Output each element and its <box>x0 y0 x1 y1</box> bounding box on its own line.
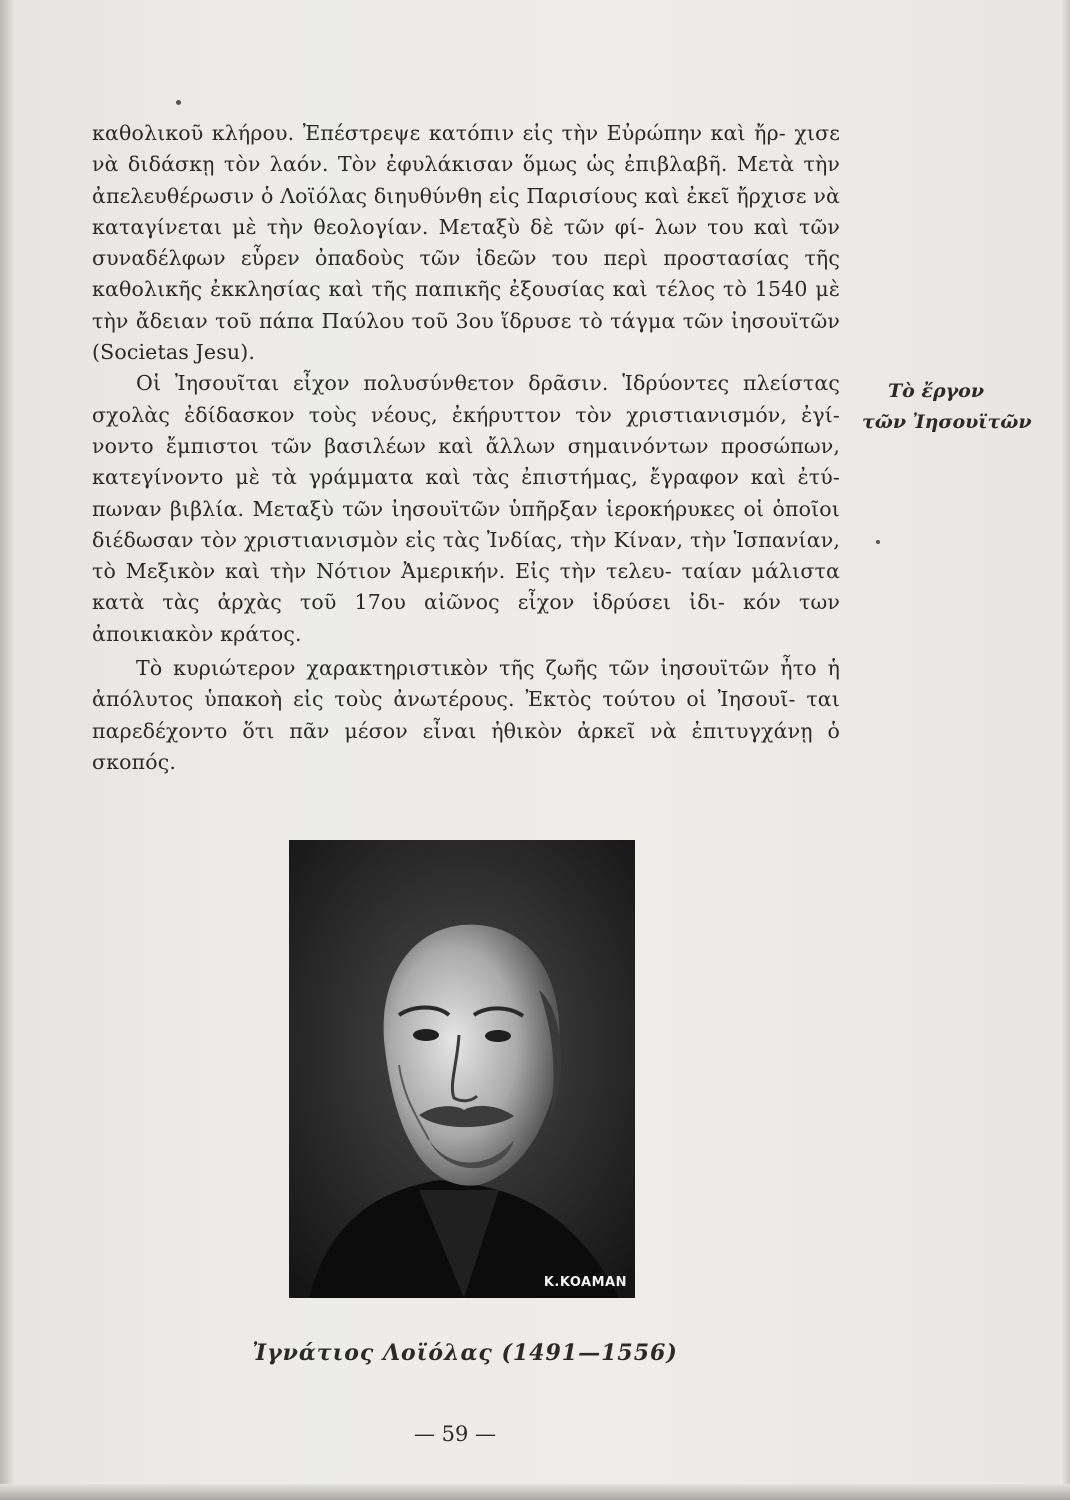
text-line: σχολὰς ἐδίδασκον τοὺς νέους, ἐκήρυττον τὸν χριστιανισμόν, ἐγί- <box>92 402 840 427</box>
ink-speck <box>176 100 181 105</box>
paragraph-3 <box>92 653 840 778</box>
text-line: νοντο ἔμπιστοι τῶν βασιλέων καὶ ἄλλων σημαινόντων προσώπων, <box>92 433 840 458</box>
marginal-note <box>852 376 1062 438</box>
paragraph-2 <box>92 368 840 650</box>
text-line: ται παρεδέχοντο ὅτι πᾶν μέσον εἶναι ἠθικὸν ἀρκεῖ νὰ ἐπιτυγχάνῃ <box>92 687 840 743</box>
text-line: ὁποῖοι διέδωσαν τὸν χριστιανισμὸν εἰς τὰς Ἰνδίας, τὴν Κίναν, τὴν <box>92 496 840 552</box>
page-bottom-shadow <box>0 1484 1070 1500</box>
page-right-shadow <box>1062 0 1070 1500</box>
text-line: λων του καὶ τῶν συναδέλφων εὗρεν ὀπαδοὺς τῶν ἰδεῶν του περὶ <box>92 214 840 271</box>
text-line: Οἱ Ἰησουῖται εἶχον πολυσύνθετον δρᾶσιν. Ἱδρύοντες πλείστας <box>136 371 840 396</box>
text-line: ταίαν μάλιστα κατὰ τὰς ἀρχὰς τοῦ 17ου αἰῶνος εἶχον ἱδρύσει ἰδι- <box>92 559 840 615</box>
portrait-caption-text: Ἰγνάτιος Λοϊόλας (1491—1556) <box>252 1340 678 1366</box>
page-left-shadow <box>0 0 14 1500</box>
main-text <box>92 118 840 778</box>
text-line: κατεγίνοντο μὲ τὰ γράμματα καὶ τὰς ἐπιστήμας, ἔγραφον καὶ ἐτύ- <box>92 465 840 490</box>
page-number <box>0 1422 1070 1446</box>
marginal-note-line-2: τῶν Ἰησουϊτῶν <box>862 411 1032 433</box>
text-line: Τὸ κυριώτερον χαρακτηριστικὸν τῆς ζωῆς τῶν ἰησουϊτῶν ἦτο <box>136 656 828 681</box>
text-line: τάγμα τῶν ἰησουϊτῶν (Societas Jesu). <box>92 308 840 365</box>
portrait-image <box>289 840 635 1298</box>
text-line: καθολικοῦ κλήρου. Ἐπέστρεψε κατόπιν εἰς τὴν Εὐρώπην καὶ ἤρ- <box>92 121 795 145</box>
text-line: ἐκεῖ ἤρχισε νὰ καταγίνεται μὲ τὴν θεολογίαν. Μεταξὺ δὲ τῶν φί- <box>92 183 840 239</box>
text-line: κόν των ἀποικιακὸν κράτος. <box>92 590 841 646</box>
ink-speck <box>876 540 880 544</box>
text-line: Μετὰ τὴν ἀπελευθέρωσιν ὁ Λοϊόλας διηυθύνθη εἰς Παρισίους καὶ <box>92 152 840 208</box>
text-line: χισε νὰ διδάσκῃ τὸν λαόν. Τὸν ἐφυλάκισαν ὅμως ὡς ἐπιβλαβῆ. <box>92 121 840 177</box>
text-line: Ἱσπανίαν, τὸ Μεξικὸν καὶ τὴν Νότιον Ἀμερικήν. Εἰς τὴν τελευ- <box>92 527 840 584</box>
text-line: προστασίας τῆς καθολικῆς ἐκκλησίας καὶ τῆς παπικῆς ἐξουσίας καὶ <box>92 246 840 302</box>
text-line: ὁ σκοπός. <box>92 718 840 774</box>
marginal-note-line-1: Τὸ ἔργον <box>888 380 985 402</box>
portrait-caption <box>0 1340 1070 1366</box>
text-line: πωναν βιβλία. Μεταξὺ τῶν ἰησουϊτῶν ὑπῆρξαν ἱεροκήρυκες οἱ <box>92 496 773 521</box>
text-line: ἡ ἀπόλυτος ὑπακοὴ εἰς τοὺς ἀνωτέρους. Ἐκτὸς τούτου οἱ Ἰησουῖ- <box>92 656 840 712</box>
text-line: τέλος τὸ 1540 μὲ τὴν ἄδειαν τοῦ πάπα Παύλου τοῦ 3ου ἵδρυσε τὸ <box>92 277 841 333</box>
page-number-text: — 59 — <box>413 1422 497 1446</box>
portrait-drawing <box>289 840 635 1298</box>
engraver-signature: K.KOAMAN <box>543 1275 627 1290</box>
paragraph-1 <box>92 118 840 368</box>
